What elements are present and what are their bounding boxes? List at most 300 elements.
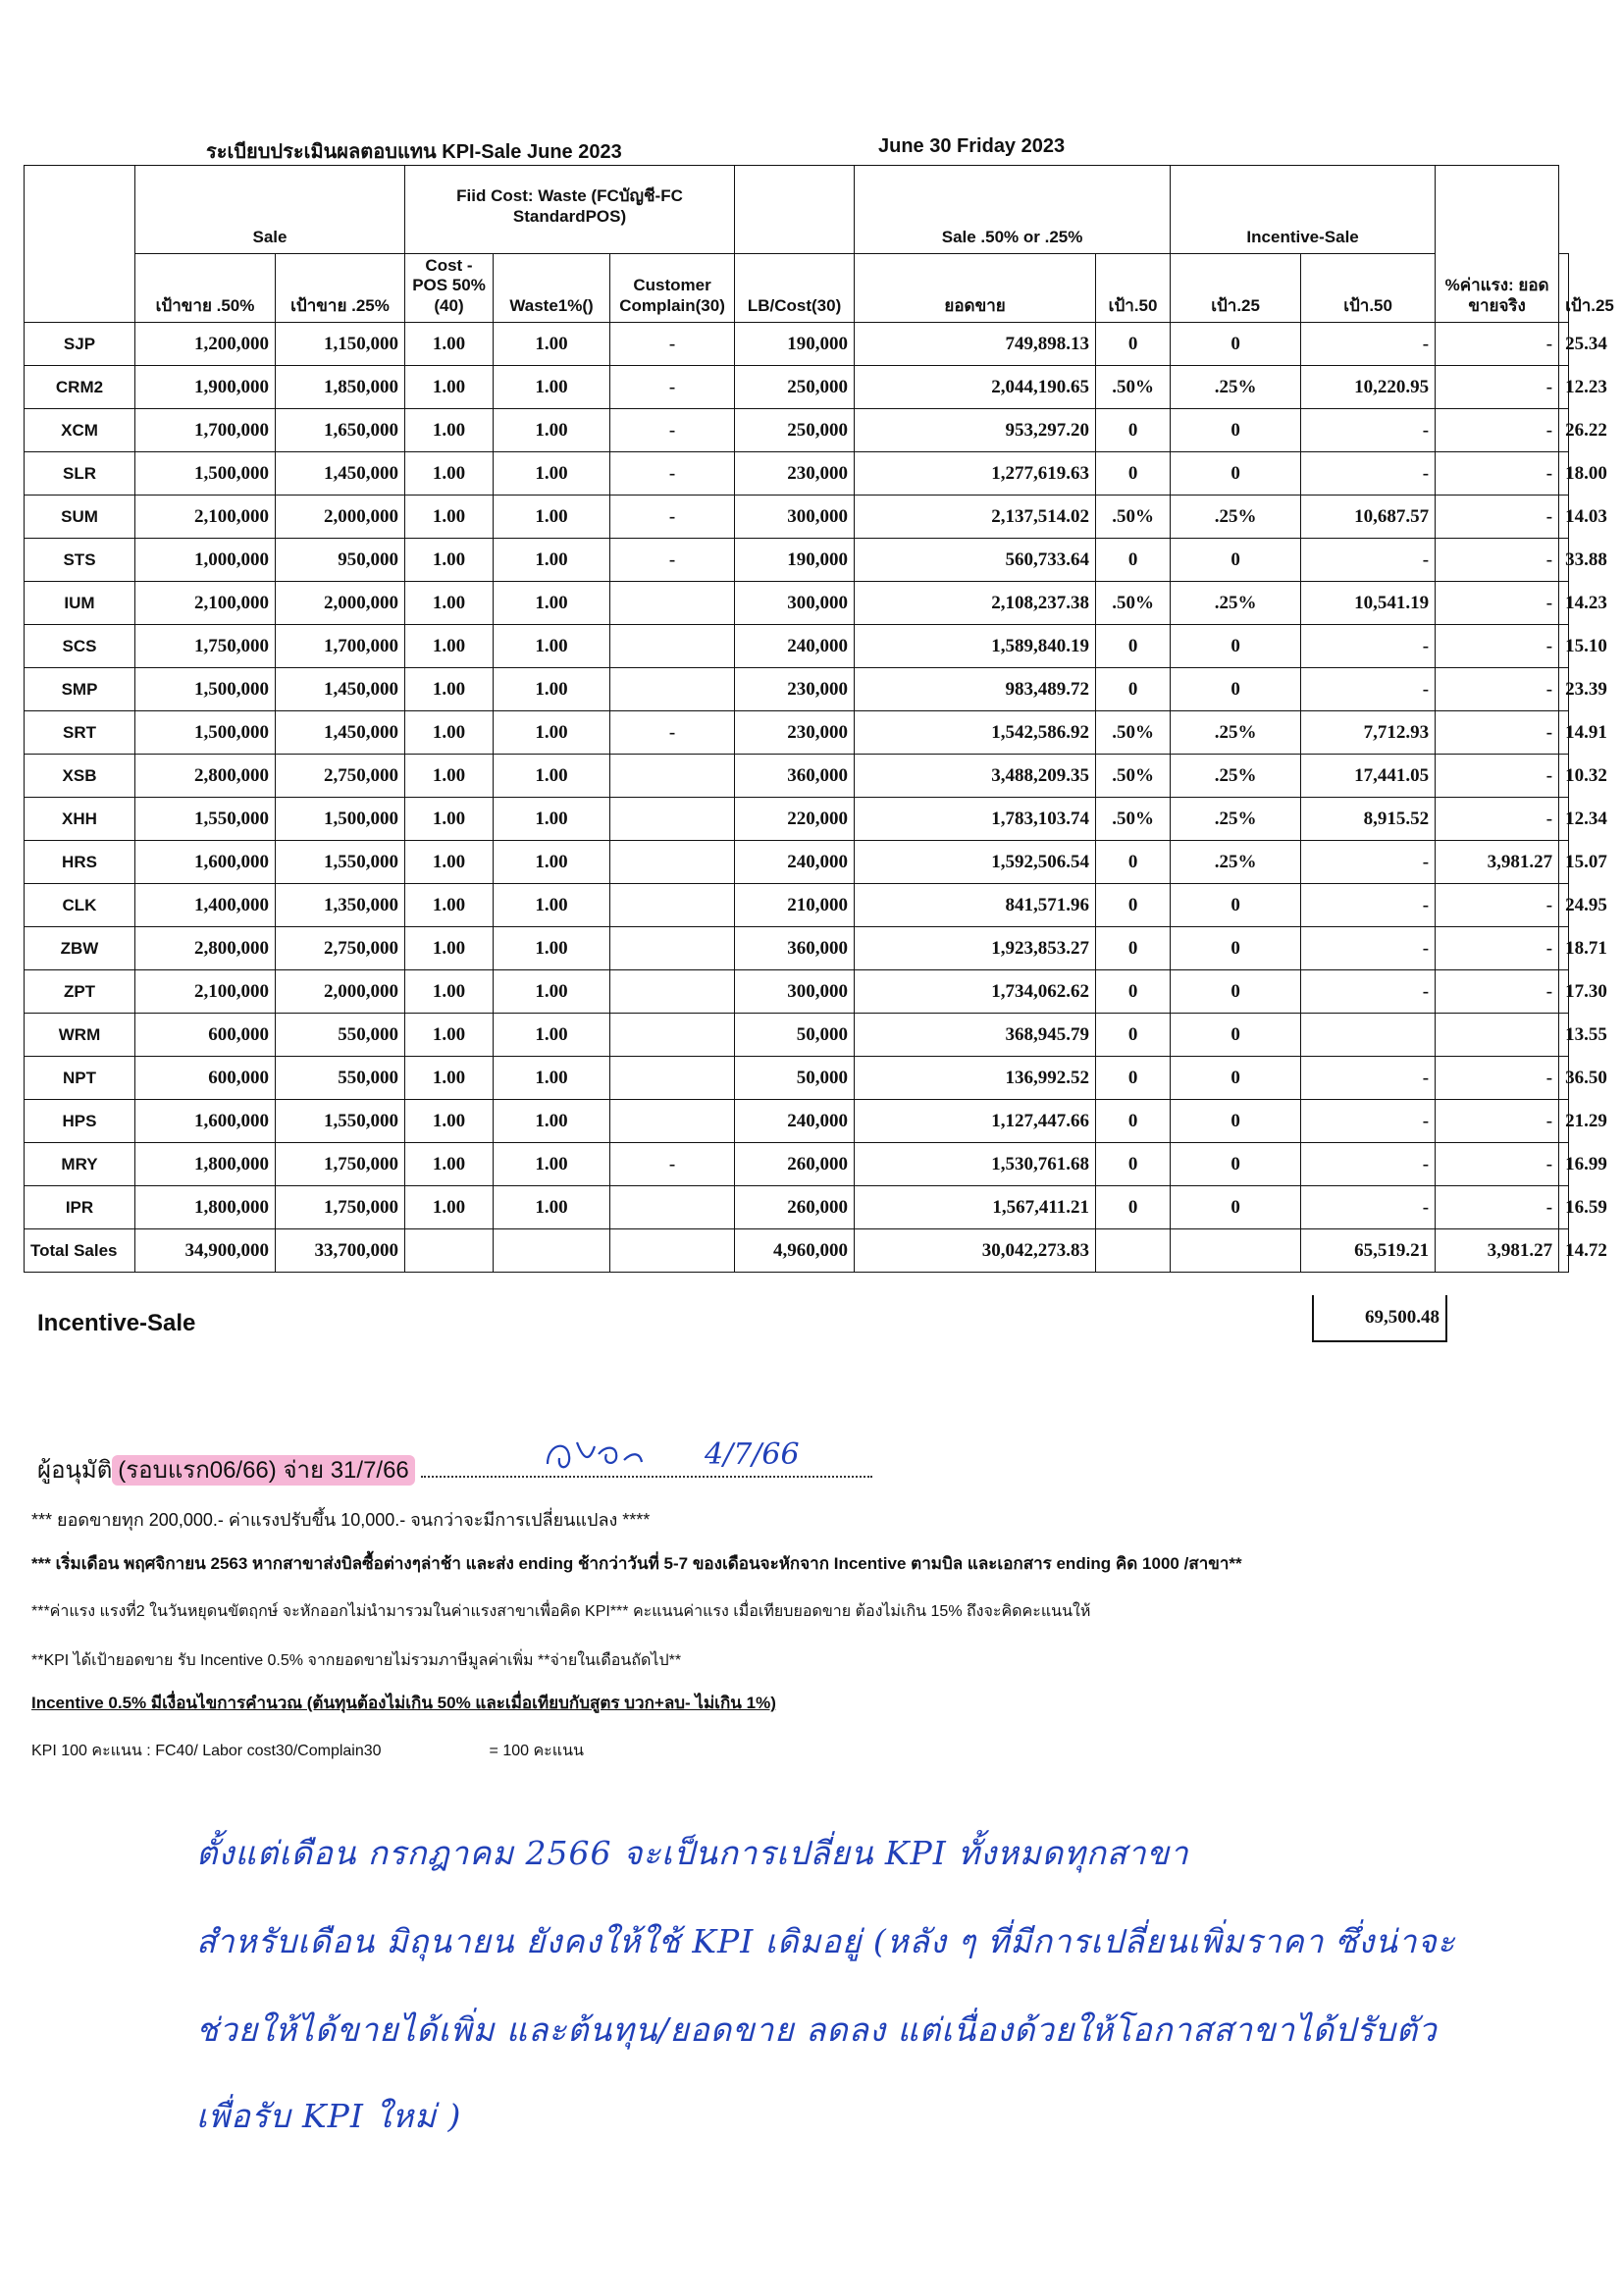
labor-cell: 12.23: [1559, 366, 1569, 409]
waste-cell: 1.00: [494, 755, 610, 798]
inc50-cell: 10,220.95: [1301, 366, 1436, 409]
sales-cell: 953,297.20: [855, 409, 1096, 452]
target50-cell: 2,800,000: [135, 927, 276, 970]
inc25-cell: -: [1436, 927, 1559, 970]
table-row: [25, 755, 1569, 798]
table-row: [25, 1057, 1569, 1100]
approver-label: ผู้อนุมัติ: [37, 1457, 113, 1484]
labor-cell: 14.91: [1559, 711, 1569, 755]
target25-cell: 1,850,000: [276, 366, 405, 409]
inc25-cell: -: [1436, 496, 1559, 539]
labor-cell: 16.99: [1559, 1143, 1569, 1186]
labor-cell: 18.71: [1559, 927, 1569, 970]
waste-cell: 1.00: [494, 323, 610, 366]
target25-cell: 1,450,000: [276, 711, 405, 755]
waste-cell: 1.00: [494, 625, 610, 668]
p25-cell: 0: [1171, 1186, 1301, 1229]
waste-cell: 1.00: [494, 366, 610, 409]
target25-cell: 2,000,000: [276, 582, 405, 625]
inc50-cell: -: [1301, 668, 1436, 711]
waste-cell: 1.00: [494, 1014, 610, 1057]
complain-cell: [610, 755, 735, 798]
sales-cell: 1,783,103.74: [855, 798, 1096, 841]
p25-header: เป้า.25: [1171, 254, 1301, 323]
labor-cell: 14.23: [1559, 582, 1569, 625]
branch-cell: HRS: [25, 841, 135, 884]
target50-cell: 600,000: [135, 1057, 276, 1100]
inc25-cell: -: [1436, 1057, 1559, 1100]
inc50-cell: -: [1301, 841, 1436, 884]
table-row: [25, 798, 1569, 841]
inc50-cell: -: [1301, 1143, 1436, 1186]
sales-header: ยอดขาย: [855, 254, 1096, 323]
complain-cell: [610, 1100, 735, 1143]
complain-cell: -: [610, 323, 735, 366]
inc25-cell: -: [1436, 409, 1559, 452]
labor-header: %ค่าแรง: ยอดขายจริง: [1436, 166, 1559, 323]
complain-cell: -: [610, 409, 735, 452]
branch-cell: CRM2: [25, 366, 135, 409]
p25-cell: 0: [1171, 884, 1301, 927]
cost-pos-cell: 1.00: [405, 409, 494, 452]
waste-cell: 1.00: [494, 798, 610, 841]
lbcost-cell: 220,000: [735, 798, 855, 841]
labor-cell: 15.07: [1559, 841, 1569, 884]
p25-cell: 0: [1171, 927, 1301, 970]
p25-cell: 0: [1171, 625, 1301, 668]
note-kpi-score: KPI 100 คะแนน : FC40/ Labor cost30/Complain30 = 100 คะแนน: [31, 1743, 584, 1759]
lbcost-cell: 50,000: [735, 1014, 855, 1057]
lbcost-cell: 300,000: [735, 970, 855, 1014]
target50-cell: 1,500,000: [135, 711, 276, 755]
complain-cell: [610, 668, 735, 711]
lb-group-header: [735, 166, 855, 254]
sales-cell: 1,542,586.92: [855, 711, 1096, 755]
target25-cell: 1,150,000: [276, 323, 405, 366]
sales-cell: 2,108,237.38: [855, 582, 1096, 625]
total-inc50: 65,519.21: [1301, 1229, 1436, 1273]
p25-cell: .25%: [1171, 366, 1301, 409]
sales-cell: 1,567,411.21: [855, 1186, 1096, 1229]
cost-pos-cell: 1.00: [405, 755, 494, 798]
table-row: [25, 970, 1569, 1014]
lbcost-cell: 230,000: [735, 711, 855, 755]
inc25-cell: -: [1436, 1143, 1559, 1186]
p25-cell: 0: [1171, 970, 1301, 1014]
table-row: [25, 409, 1569, 452]
waste-cell: 1.00: [494, 927, 610, 970]
p50-cell: 0: [1096, 1186, 1171, 1229]
total-inc25: 3,981.27: [1436, 1229, 1559, 1273]
target50-cell: 1,550,000: [135, 798, 276, 841]
p25-cell: 0: [1171, 323, 1301, 366]
complain-cell: [610, 884, 735, 927]
target25-cell: 550,000: [276, 1014, 405, 1057]
handwritten-line: ตั้งแต่เดือน กรกฎาคม 2566 จะเป็นการเปลี่ยน KPI ทั้งหมดทุกสาขา: [196, 1834, 1189, 1872]
waste-cell: 1.00: [494, 970, 610, 1014]
inc50-cell: -: [1301, 539, 1436, 582]
sales-cell: 983,489.72: [855, 668, 1096, 711]
inc50-cell: -: [1301, 1057, 1436, 1100]
sales-cell: 368,945.79: [855, 1014, 1096, 1057]
target50-cell: 1,500,000: [135, 668, 276, 711]
target25-cell: 1,500,000: [276, 798, 405, 841]
handwritten-signature: [538, 1425, 832, 1484]
target25-cell: 1,450,000: [276, 668, 405, 711]
lbcost-cell: 230,000: [735, 668, 855, 711]
note-incentive-condition: Incentive 0.5% มีเงื่อนไขการคำนวณ (ต้นทุนต้องไม่เกิน 50% และเมื่อเทียบกับสูตร บวก+ลบ- ไม่เกิน 1%): [31, 1694, 776, 1712]
incentive-total: 69,500.48: [1312, 1295, 1447, 1342]
target50-cell: 2,100,000: [135, 582, 276, 625]
inc50-cell: 8,915.52: [1301, 798, 1436, 841]
cost-pos-cell: 1.00: [405, 1100, 494, 1143]
branch-cell: IPR: [25, 1186, 135, 1229]
sale50-group-header: Sale .50% or .25%: [855, 166, 1171, 254]
inc25-cell: -: [1436, 625, 1559, 668]
p50-cell: 0: [1096, 927, 1171, 970]
branch-cell: SLR: [25, 452, 135, 496]
lbcost-cell: 230,000: [735, 452, 855, 496]
p50-cell: .50%: [1096, 711, 1171, 755]
sales-cell: 1,923,853.27: [855, 927, 1096, 970]
waste-cell: 1.00: [494, 409, 610, 452]
table-row: [25, 668, 1569, 711]
note-late-bill: *** เริ่มเดือน พฤศจิกายน 2563 หากสาขาส่งบิลซื้อต่างๆล่าช้า และส่ง ending ช้ากว่าวันที่ 5-7 ของเดือนจะหักจาก Incentive ตามบิล และเอกสาร ending คิด 1000 /สาขา**: [31, 1554, 1242, 1573]
cost-pos-cell: 1.00: [405, 496, 494, 539]
labor-cell: 23.39: [1559, 668, 1569, 711]
handwritten-line: ช่วยให้ได้ขายได้เพิ่ม และต้นทุน/ยอดขาย ลดลง แต่เนื่องด้วยให้โอกาสสาขาได้ปรับตัว: [196, 2010, 1438, 2049]
target25-cell: 2,750,000: [276, 755, 405, 798]
signed-date: 4/7/66: [705, 1437, 800, 1472]
sales-cell: 1,734,062.62: [855, 970, 1096, 1014]
branch-cell: SUM: [25, 496, 135, 539]
lbcost-cell: 360,000: [735, 755, 855, 798]
target25-cell: 1,350,000: [276, 884, 405, 927]
sales-cell: 1,592,506.54: [855, 841, 1096, 884]
branch-cell: SCS: [25, 625, 135, 668]
labor-cell: 17.30: [1559, 970, 1569, 1014]
p25-cell: .25%: [1171, 798, 1301, 841]
sales-cell: 136,992.52: [855, 1057, 1096, 1100]
target50-cell: 1,600,000: [135, 841, 276, 884]
handwritten-line: สำหรับเดือน มิถุนายน ยังคงให้ใช้ KPI เดิมอยู่ (หลัง ๆ ที่มีการเปลี่ยนเพิ่มราคา ซึ่งน่าจะ: [196, 1922, 1456, 1960]
target50-header: เป้าขาย .50%: [135, 254, 276, 323]
waste-header: Waste1%(): [494, 254, 610, 323]
complain-cell: [610, 970, 735, 1014]
table-row: [25, 366, 1569, 409]
total-label: Total Sales: [25, 1229, 135, 1273]
target50-cell: 600,000: [135, 1014, 276, 1057]
cost-pos-cell: 1.00: [405, 711, 494, 755]
p50-cell: 0: [1096, 409, 1171, 452]
inc25-header: เป้า.25: [1559, 254, 1569, 323]
labor-cell: 13.55: [1559, 1014, 1569, 1057]
complain-cell: -: [610, 496, 735, 539]
branch-cell: XSB: [25, 755, 135, 798]
inc50-cell: -: [1301, 452, 1436, 496]
inc50-cell: 10,541.19: [1301, 582, 1436, 625]
target50-cell: 1,200,000: [135, 323, 276, 366]
waste-cell: 1.00: [494, 1186, 610, 1229]
table-row: [25, 323, 1569, 366]
total-cost-empty: [405, 1229, 494, 1273]
table-row: [25, 496, 1569, 539]
complain-cell: [610, 625, 735, 668]
target25-cell: 950,000: [276, 539, 405, 582]
target25-cell: 2,000,000: [276, 970, 405, 1014]
p50-cell: 0: [1096, 1014, 1171, 1057]
note-holiday-labor: ***ค่าแรง แรงที่2 ในวันหยุดนขัตฤกษ์ จะหักออกไม่นำมารวมในค่าแรงสาขาเพื่อคิด KPI*** คะแนนค่าแรง เมื่อเทียบยอดขาย ต้องไม่เกิน 15% ถึงจะคิดคะแนนให้: [31, 1603, 1091, 1620]
target50-cell: 1,800,000: [135, 1186, 276, 1229]
target25-cell: 2,000,000: [276, 496, 405, 539]
lbcost-cell: 260,000: [735, 1186, 855, 1229]
p50-cell: 0: [1096, 1143, 1171, 1186]
p50-header: เป้า.50: [1096, 254, 1171, 323]
labor-cell: 33.88: [1559, 539, 1569, 582]
waste-cell: 1.00: [494, 1143, 610, 1186]
target25-cell: 1,650,000: [276, 409, 405, 452]
p50-cell: 0: [1096, 841, 1171, 884]
complain-cell: [610, 582, 735, 625]
inc25-cell: -: [1436, 539, 1559, 582]
p25-cell: .25%: [1171, 841, 1301, 884]
p25-cell: 0: [1171, 539, 1301, 582]
complain-cell: -: [610, 1143, 735, 1186]
target25-cell: 1,750,000: [276, 1186, 405, 1229]
incentive-label: Incentive-Sale: [37, 1310, 196, 1336]
p25-cell: .25%: [1171, 496, 1301, 539]
sales-cell: 749,898.13: [855, 323, 1096, 366]
total-complain-empty: [610, 1229, 735, 1273]
cost-pos-cell: 1.00: [405, 841, 494, 884]
sales-cell: 841,571.96: [855, 884, 1096, 927]
inc50-cell: -: [1301, 970, 1436, 1014]
labor-cell: 24.95: [1559, 884, 1569, 927]
handwritten-line: เพื่อรับ KPI ใหม่ ): [196, 2097, 462, 2135]
target50-cell: 1,600,000: [135, 1100, 276, 1143]
lbcost-cell: 240,000: [735, 1100, 855, 1143]
table-row: [25, 1100, 1569, 1143]
cost-pos-cell: 1.00: [405, 452, 494, 496]
p50-cell: 0: [1096, 1057, 1171, 1100]
inc25-cell: -: [1436, 582, 1559, 625]
p25-cell: 0: [1171, 1057, 1301, 1100]
complain-cell: [610, 1186, 735, 1229]
cost-pos-cell: 1.00: [405, 1186, 494, 1229]
inc50-cell: 17,441.05: [1301, 755, 1436, 798]
waste-cell: 1.00: [494, 841, 610, 884]
target25-cell: 1,700,000: [276, 625, 405, 668]
target50-cell: 1,800,000: [135, 1143, 276, 1186]
waste-cell: 1.00: [494, 711, 610, 755]
waste-cell: 1.00: [494, 1100, 610, 1143]
inc50-cell: -: [1301, 927, 1436, 970]
cost-pos-cell: 1.00: [405, 668, 494, 711]
target50-cell: 1,400,000: [135, 884, 276, 927]
p50-cell: .50%: [1096, 366, 1171, 409]
branch-cell: STS: [25, 539, 135, 582]
labor-cell: 16.59: [1559, 1186, 1569, 1229]
p50-cell: 0: [1096, 452, 1171, 496]
sales-cell: 1,277,619.63: [855, 452, 1096, 496]
target50-cell: 2,100,000: [135, 496, 276, 539]
p25-cell: .25%: [1171, 711, 1301, 755]
p50-cell: 0: [1096, 323, 1171, 366]
inc25-cell: -: [1436, 755, 1559, 798]
p25-cell: .25%: [1171, 755, 1301, 798]
table-row: [25, 539, 1569, 582]
note-labor-rule: *** ยอดขายทุก 200,000.- ค่าแรงปรับขึ้น 10,000.- จนกว่าจะมีการเปลี่ยนแปลง ****: [31, 1510, 651, 1530]
cost-pos-cell: 1.00: [405, 323, 494, 366]
report-date: June 30 Friday 2023: [878, 135, 1066, 157]
inc50-cell: 7,712.93: [1301, 711, 1436, 755]
lbcost-cell: 240,000: [735, 625, 855, 668]
lbcost-cell: 250,000: [735, 409, 855, 452]
kpi-table: [24, 165, 1614, 1273]
complain-cell: [610, 1057, 735, 1100]
p50-cell: 0: [1096, 884, 1171, 927]
cost-pos-cell: 1.00: [405, 1014, 494, 1057]
note-kpi-incentive: **KPI ได้เป้ายอดขาย รับ Incentive 0.5% จากยอดขายไม่รวมภาษีมูลค่าเพิ่ม **จ่ายในเดือนถัดไป**: [31, 1652, 682, 1669]
total-row: [25, 1229, 1569, 1273]
target25-cell: 2,750,000: [276, 927, 405, 970]
labor-cell: 18.00: [1559, 452, 1569, 496]
labor-cell: 15.10: [1559, 625, 1569, 668]
sales-cell: 2,137,514.02: [855, 496, 1096, 539]
waste-cell: 1.00: [494, 884, 610, 927]
inc50-cell: -: [1301, 1186, 1436, 1229]
cost-pos-cell: 1.00: [405, 1143, 494, 1186]
p50-cell: 0: [1096, 1100, 1171, 1143]
inc25-cell: -: [1436, 366, 1559, 409]
lbcost-cell: 210,000: [735, 884, 855, 927]
inc25-cell: 3,981.27: [1436, 841, 1559, 884]
table-row: [25, 711, 1569, 755]
branch-cell: HPS: [25, 1100, 135, 1143]
target50-cell: 1,000,000: [135, 539, 276, 582]
cost-pos-cell: 1.00: [405, 539, 494, 582]
cost-pos-cell: 1.00: [405, 1057, 494, 1100]
waste-cell: 1.00: [494, 539, 610, 582]
inc25-cell: -: [1436, 1100, 1559, 1143]
inc50-cell: -: [1301, 1100, 1436, 1143]
lbcost-cell: 360,000: [735, 927, 855, 970]
lbcost-cell: 300,000: [735, 582, 855, 625]
sales-cell: 560,733.64: [855, 539, 1096, 582]
p25-cell: .25%: [1171, 582, 1301, 625]
target25-cell: 550,000: [276, 1057, 405, 1100]
branch-cell: MRY: [25, 1143, 135, 1186]
target50-cell: 1,700,000: [135, 409, 276, 452]
cost-pos-cell: 1.00: [405, 625, 494, 668]
cost-pos-cell: 1.00: [405, 927, 494, 970]
lbcost-cell: 50,000: [735, 1057, 855, 1100]
target50-cell: 1,500,000: [135, 452, 276, 496]
complain-cell: -: [610, 366, 735, 409]
inc50-cell: [1301, 1014, 1436, 1057]
target25-cell: 1,550,000: [276, 841, 405, 884]
inc25-cell: -: [1436, 798, 1559, 841]
lbcost-cell: 250,000: [735, 366, 855, 409]
target50-cell: 1,750,000: [135, 625, 276, 668]
inc50-cell: -: [1301, 625, 1436, 668]
table-row: [25, 625, 1569, 668]
sales-cell: 1,589,840.19: [855, 625, 1096, 668]
p25-cell: 0: [1171, 1014, 1301, 1057]
p50-cell: 0: [1096, 625, 1171, 668]
cost-pos-cell: 1.00: [405, 970, 494, 1014]
complain-cell: -: [610, 452, 735, 496]
total-target25: 33,700,000: [276, 1229, 405, 1273]
branch-cell: IUM: [25, 582, 135, 625]
p25-cell: 0: [1171, 1143, 1301, 1186]
waste-cell: 1.00: [494, 582, 610, 625]
total-waste-empty: [494, 1229, 610, 1273]
inc25-cell: -: [1436, 711, 1559, 755]
complain-cell: [610, 841, 735, 884]
total-p25-empty: [1171, 1229, 1301, 1273]
complain-cell: -: [610, 711, 735, 755]
cost-pos-cell: 1.00: [405, 582, 494, 625]
table-row: [25, 1186, 1569, 1229]
table-row: [25, 1014, 1569, 1057]
branch-cell: XHH: [25, 798, 135, 841]
sale-group-header: Sale: [135, 166, 405, 254]
inc25-cell: -: [1436, 884, 1559, 927]
cost-pos-cell: 1.00: [405, 366, 494, 409]
table-row: [25, 884, 1569, 927]
total-p50-empty: [1096, 1229, 1171, 1273]
waste-cell: 1.00: [494, 452, 610, 496]
labor-cell: 12.34: [1559, 798, 1569, 841]
labor-cell: 21.29: [1559, 1100, 1569, 1143]
waste-cell: 1.00: [494, 496, 610, 539]
target25-cell: 1,550,000: [276, 1100, 405, 1143]
lbcost-cell: 260,000: [735, 1143, 855, 1186]
target25-cell: 1,450,000: [276, 452, 405, 496]
complain-cell: [610, 798, 735, 841]
inc25-cell: -: [1436, 452, 1559, 496]
branch-cell: SJP: [25, 323, 135, 366]
p50-cell: .50%: [1096, 798, 1171, 841]
inc25-cell: -: [1436, 1186, 1559, 1229]
target25-header: เป้าขาย .25%: [276, 254, 405, 323]
target25-cell: 1,750,000: [276, 1143, 405, 1186]
complain-cell: [610, 927, 735, 970]
p50-cell: 0: [1096, 539, 1171, 582]
inc50-cell: -: [1301, 409, 1436, 452]
p25-cell: 0: [1171, 409, 1301, 452]
total-target50: 34,900,000: [135, 1229, 276, 1273]
target50-cell: 1,900,000: [135, 366, 276, 409]
complain-cell: [610, 1014, 735, 1057]
blank-header: [25, 166, 135, 323]
lbcost-cell: 240,000: [735, 841, 855, 884]
inc25-cell: -: [1436, 970, 1559, 1014]
cost-pos-cell: 1.00: [405, 884, 494, 927]
table-row: [25, 452, 1569, 496]
p50-cell: .50%: [1096, 496, 1171, 539]
incentive-group-header: Incentive-Sale: [1171, 166, 1436, 254]
p25-cell: 0: [1171, 1100, 1301, 1143]
fc-group-header: Fiid Cost: Waste (FCบัญชี-FC StandardPOS): [405, 166, 735, 254]
table-row: [25, 582, 1569, 625]
p25-cell: 0: [1171, 668, 1301, 711]
total-labor: 14.72: [1559, 1229, 1569, 1273]
inc25-cell: [1436, 1014, 1559, 1057]
waste-cell: 1.00: [494, 668, 610, 711]
inc25-cell: -: [1436, 323, 1559, 366]
